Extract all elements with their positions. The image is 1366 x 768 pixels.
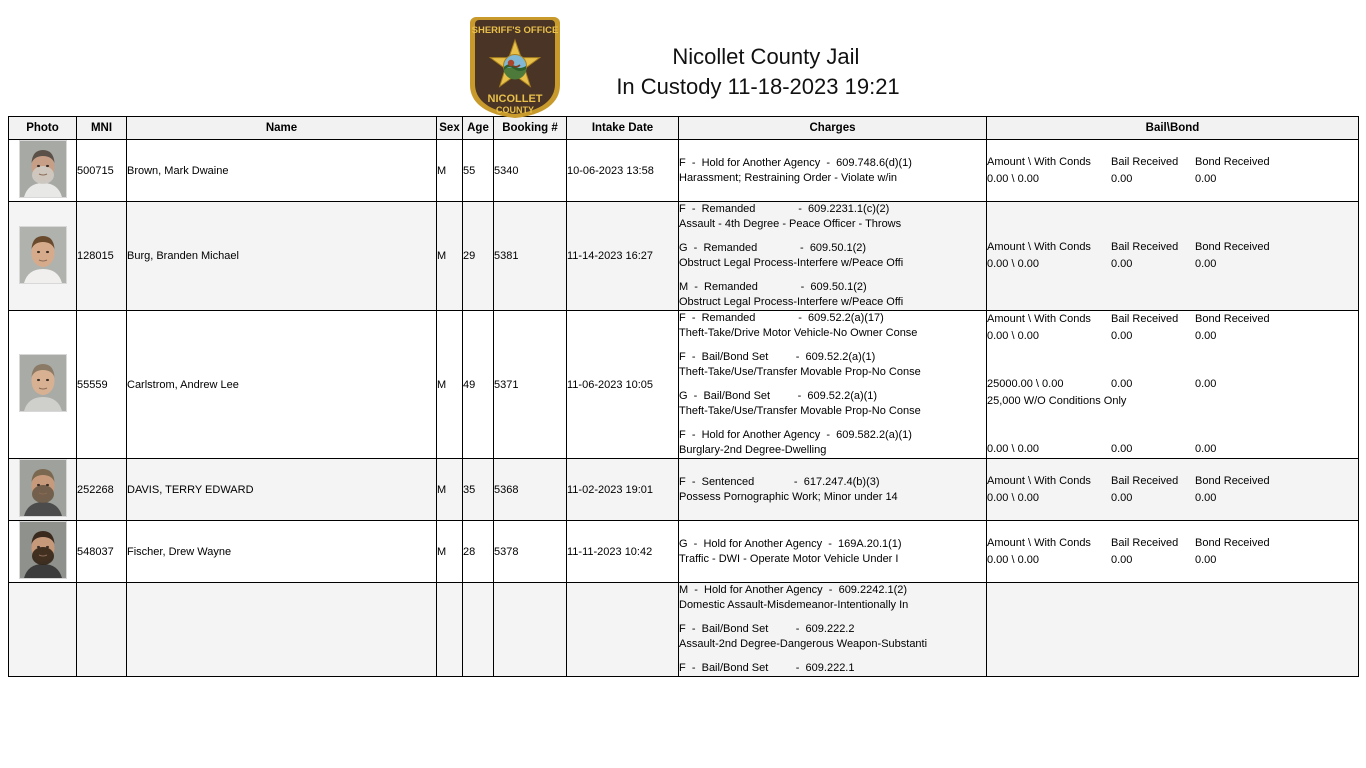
bail-bond-entry xyxy=(987,239,1358,273)
bail-bond-column-headers xyxy=(987,473,1358,490)
bail-header-bond-received: Bond Received xyxy=(1195,313,1270,325)
bail-header-amount: Amount \ With Conds xyxy=(987,536,1091,549)
table-row[interactable] xyxy=(9,202,1359,311)
inmate-photo-cell xyxy=(9,583,77,677)
bail-bond-values xyxy=(987,328,1358,345)
inmate-bail-bond-cell xyxy=(987,521,1359,583)
bail-spacer xyxy=(987,424,1358,441)
inmate-photo-cell xyxy=(9,140,77,202)
svg-text:COUNTY: COUNTY xyxy=(496,105,535,115)
bail-bond-values xyxy=(987,376,1358,393)
inmate-name: Fischer, Drew Wayne xyxy=(127,521,437,583)
charge-status-and-statute: F - Sentenced - 617.247.4(b)(3) xyxy=(679,475,880,488)
bail-received-amount: 0.00 xyxy=(1111,378,1133,390)
inmate-charges-cell xyxy=(679,311,987,459)
charge-entry xyxy=(679,583,986,613)
inmate-charges-cell xyxy=(679,521,987,583)
inmate-age: 49 xyxy=(463,311,494,459)
bond-received-amount: 0.00 xyxy=(1195,258,1217,270)
inmate-booking-number: 5371 xyxy=(494,311,567,459)
charge-status-and-statute: F - Remanded - 609.2231.1(c)(2) xyxy=(679,203,890,215)
charge-description: Assault - 4th Degree - Peace Officer - Throws xyxy=(679,218,902,230)
inmate-bail-bond-cell xyxy=(987,202,1359,311)
mugshot-photo xyxy=(19,521,67,579)
inmate-photo-cell xyxy=(9,311,77,459)
table-row[interactable] xyxy=(9,140,1359,202)
inmate-name: Carlstrom, Andrew Lee xyxy=(127,311,437,459)
mugshot-photo xyxy=(19,226,67,284)
svg-text:NICOLLET: NICOLLET xyxy=(487,93,543,105)
bail-bond-entry xyxy=(987,154,1358,188)
table-row[interactable] xyxy=(9,583,1359,677)
bail-header-bond-received: Bond Received xyxy=(1195,536,1270,549)
inmate-intake-date xyxy=(567,583,679,677)
inmate-sex: M xyxy=(437,311,463,459)
sheriffs-office-badge-icon xyxy=(466,12,564,120)
bail-amount-with-conds: 0.00 \ 0.00 xyxy=(987,172,1039,185)
charge-description: Theft-Take/Use/Transfer Movable Prop-No Conse xyxy=(679,366,921,378)
mugshot-photo xyxy=(19,140,67,198)
charge-status-and-statute: F - Remanded - 609.52.2(a)(17) xyxy=(679,312,884,324)
column-header-intake: Intake Date xyxy=(567,117,679,140)
table-row[interactable] xyxy=(9,459,1359,521)
svg-text:SHERIFF'S OFFICE: SHERIFF'S OFFICE xyxy=(471,25,559,36)
inmate-bail-bond-cell xyxy=(987,459,1359,521)
charge-description: Burglary-2nd Degree-Dwelling xyxy=(679,444,827,456)
inmate-mni: 500715 xyxy=(77,140,127,202)
inmate-bail-bond-cell xyxy=(987,583,1359,677)
inmate-name xyxy=(127,583,437,677)
inmate-mni: 55559 xyxy=(77,311,127,459)
table-header-row xyxy=(9,117,1359,140)
bail-header-bond-received: Bond Received xyxy=(1195,241,1270,253)
bond-received-amount: 0.00 xyxy=(1195,378,1217,390)
charge-status-and-statute: M - Hold for Another Agency - 609.2242.1(2) xyxy=(679,584,908,596)
bail-amount-with-conds: 0.00 \ 0.00 xyxy=(987,553,1039,566)
bail-received-amount: 0.00 xyxy=(1111,172,1133,185)
bail-bond-entry xyxy=(987,535,1358,569)
inmate-sex xyxy=(437,583,463,677)
charge-status-and-statute: F - Hold for Another Agency - 609.582.2(a)(1) xyxy=(679,429,912,441)
bail-received-amount: 0.00 xyxy=(1111,491,1133,504)
inmate-age xyxy=(463,583,494,677)
bail-received-amount: 0.00 xyxy=(1111,553,1133,566)
bail-amount-with-conds: 0.00 \ 0.00 xyxy=(987,491,1039,504)
charge-status-and-statute: F - Bail/Bond Set - 609.52.2(a)(1) xyxy=(679,351,876,363)
charge-description: Theft-Take/Use/Transfer Movable Prop-No Conse xyxy=(679,405,921,417)
title-line-facility: Nicollet County Jail xyxy=(672,44,860,69)
bail-bond-entry xyxy=(987,311,1358,345)
bail-received-amount: 0.00 xyxy=(1111,443,1133,455)
column-header-booking: Booking # xyxy=(494,117,567,140)
bail-header-amount: Amount \ With Conds xyxy=(987,313,1091,325)
bond-received-amount: 0.00 xyxy=(1195,553,1217,566)
in-custody-roster-table xyxy=(8,116,1359,677)
inmate-booking-number: 5378 xyxy=(494,521,567,583)
table-header xyxy=(9,117,1359,140)
page-header xyxy=(0,0,1366,116)
inmate-age: 29 xyxy=(463,202,494,311)
charge-description: Theft-Take/Drive Motor Vehicle-No Owner Conse xyxy=(679,327,918,339)
bail-header-bail-received: Bail Received xyxy=(1111,474,1179,487)
bail-header-bond-received: Bond Received xyxy=(1195,474,1270,487)
charge-entry xyxy=(679,389,986,419)
table-row[interactable] xyxy=(9,311,1359,459)
charge-description: Harassment; Restraining Order - Violate w/in xyxy=(679,171,898,184)
roster-table-container xyxy=(0,116,1366,677)
inmate-booking-number: 5368 xyxy=(494,459,567,521)
inmate-sex: M xyxy=(437,459,463,521)
charge-entry xyxy=(679,156,986,186)
bail-bond-column-headers xyxy=(987,535,1358,552)
charge-entry xyxy=(679,202,986,232)
bail-bond-values xyxy=(987,171,1358,188)
bail-bond-column-headers xyxy=(987,154,1358,171)
inmate-charges-cell xyxy=(679,583,987,677)
column-header-mni: MNI xyxy=(77,117,127,140)
inmate-name: DAVIS, TERRY EDWARD xyxy=(127,459,437,521)
inmate-intake-date: 11-02-2023 19:01 xyxy=(567,459,679,521)
inmate-sex: M xyxy=(437,521,463,583)
bond-received-amount: 0.00 xyxy=(1195,491,1217,504)
bail-header-bail-received: Bail Received xyxy=(1111,155,1179,168)
bail-header-amount: Amount \ With Conds xyxy=(987,155,1091,168)
inmate-mni xyxy=(77,583,127,677)
charge-description: Assault-2nd Degree-Dangerous Weapon-Substanti xyxy=(679,638,928,650)
inmate-sex: M xyxy=(437,140,463,202)
bail-header-bail-received: Bail Received xyxy=(1111,536,1179,549)
bail-header-amount: Amount \ With Conds xyxy=(987,474,1091,487)
page-title xyxy=(616,12,899,102)
charge-entry xyxy=(679,622,986,652)
inmate-photo-cell xyxy=(9,459,77,521)
charge-entry xyxy=(679,537,986,567)
charge-status-and-statute: G - Remanded - 609.50.1(2) xyxy=(679,242,867,254)
charge-status-and-statute: G - Bail/Bond Set - 609.52.2(a)(1) xyxy=(679,390,878,402)
inmate-charges-cell xyxy=(679,459,987,521)
inmate-booking-number: 5381 xyxy=(494,202,567,311)
bail-bond-column-headers xyxy=(987,311,1358,328)
column-header-charges: Charges xyxy=(679,117,987,140)
charge-entry xyxy=(679,475,986,505)
charge-status-and-statute: F - Bail/Bond Set - 609.222.2 xyxy=(679,623,855,635)
charge-description: Traffic - DWI - Operate Motor Vehicle Under I xyxy=(679,552,899,565)
inmate-charges-cell xyxy=(679,202,987,311)
charge-description: Possess Pornographic Work; Minor under 14 xyxy=(679,490,898,503)
column-header-bail-bond: Bail\Bond xyxy=(987,117,1359,140)
column-header-sex: Sex xyxy=(437,117,463,140)
charge-entry xyxy=(679,311,986,341)
inmate-photo-cell xyxy=(9,202,77,311)
bail-header-amount: Amount \ With Conds xyxy=(987,241,1091,253)
bail-bond-entry xyxy=(987,424,1358,458)
bail-amount-with-conds: 0.00 \ 0.00 xyxy=(987,330,1039,342)
bail-condition-note: 25,000 W/O Conditions Only xyxy=(987,395,1127,407)
inmate-mni: 252268 xyxy=(77,459,127,521)
column-header-name: Name xyxy=(127,117,437,140)
bond-received-amount: 0.00 xyxy=(1195,330,1217,342)
charge-status-and-statute: F - Bail/Bond Set - 609.222.1 xyxy=(679,662,855,674)
inmate-photo-cell xyxy=(9,521,77,583)
inmate-intake-date: 10-06-2023 13:58 xyxy=(567,140,679,202)
bail-bond-values xyxy=(987,490,1358,507)
inmate-intake-date: 11-11-2023 10:42 xyxy=(567,521,679,583)
table-row[interactable] xyxy=(9,521,1359,583)
charge-status-and-statute: F - Hold for Another Agency - 609.748.6(d)(1) xyxy=(679,156,912,169)
bail-header-bond-received: Bond Received xyxy=(1195,155,1270,168)
bail-bond-column-headers xyxy=(987,239,1358,256)
charge-entry xyxy=(679,280,986,310)
inmate-mni: 128015 xyxy=(77,202,127,311)
inmate-bail-bond-cell xyxy=(987,140,1359,202)
charge-entry xyxy=(679,350,986,380)
bail-header-bail-received: Bail Received xyxy=(1111,313,1179,325)
bond-received-amount: 0.00 xyxy=(1195,443,1217,455)
bail-amount-with-conds: 0.00 \ 0.00 xyxy=(987,443,1039,455)
bond-received-amount: 0.00 xyxy=(1195,172,1217,185)
inmate-intake-date: 11-14-2023 16:27 xyxy=(567,202,679,311)
inmate-mni: 548037 xyxy=(77,521,127,583)
inmate-name: Burg, Branden Michael xyxy=(127,202,437,311)
bail-amount-with-conds: 25000.00 \ 0.00 xyxy=(987,378,1064,390)
inmate-name: Brown, Mark Dwaine xyxy=(127,140,437,202)
bail-spacer xyxy=(987,359,1358,376)
inmate-charges-cell xyxy=(679,140,987,202)
bail-header-bail-received: Bail Received xyxy=(1111,241,1179,253)
inmate-bail-bond-cell xyxy=(987,311,1359,459)
mugshot-photo xyxy=(19,459,67,517)
charge-entry xyxy=(679,661,986,676)
column-header-photo: Photo xyxy=(9,117,77,140)
charge-entry xyxy=(679,428,986,458)
charge-description: Obstruct Legal Process-Interfere w/Peace Offi xyxy=(679,257,904,269)
inmate-age: 55 xyxy=(463,140,494,202)
bail-bond-entry xyxy=(987,359,1358,410)
bail-bond-entry xyxy=(987,473,1358,507)
table-body xyxy=(9,140,1359,677)
charge-status-and-statute: G - Hold for Another Agency - 169A.20.1(1) xyxy=(679,537,902,550)
bail-bond-values xyxy=(987,552,1358,569)
bail-bond-values xyxy=(987,441,1358,458)
mugshot-photo xyxy=(19,354,67,412)
charge-entry xyxy=(679,241,986,271)
inmate-intake-date: 11-06-2023 10:05 xyxy=(567,311,679,459)
charge-description: Obstruct Legal Process-Interfere w/Peace Offi xyxy=(679,296,904,308)
bail-amount-with-conds: 0.00 \ 0.00 xyxy=(987,258,1039,270)
inmate-sex: M xyxy=(437,202,463,311)
bail-received-amount: 0.00 xyxy=(1111,258,1133,270)
inmate-age: 28 xyxy=(463,521,494,583)
column-header-age: Age xyxy=(463,117,494,140)
inmate-age: 35 xyxy=(463,459,494,521)
title-line-custody-timestamp: In Custody 11-18-2023 19:21 xyxy=(616,74,900,99)
inmate-booking-number xyxy=(494,583,567,677)
inmate-booking-number: 5340 xyxy=(494,140,567,202)
bail-received-amount: 0.00 xyxy=(1111,330,1133,342)
charge-description: Domestic Assault-Misdemeanor-Intentionally In xyxy=(679,599,909,611)
bail-bond-values xyxy=(987,256,1358,273)
charge-status-and-statute: M - Remanded - 609.50.1(2) xyxy=(679,281,867,293)
